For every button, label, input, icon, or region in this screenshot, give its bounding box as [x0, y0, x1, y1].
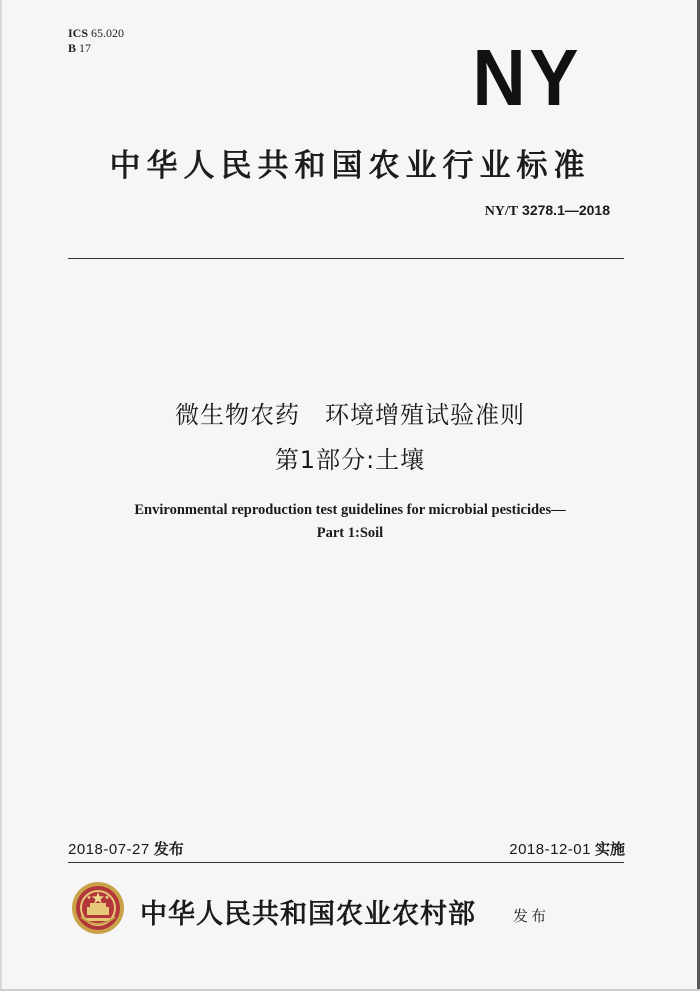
ics-code: 65.020	[91, 26, 125, 40]
implement-date-value: 2018-12-01	[509, 841, 591, 858]
standard-number	[485, 202, 610, 220]
issue-date	[68, 838, 184, 859]
issue-date-value: 2018-07-27	[68, 841, 150, 858]
issue-date-label: 发布	[153, 840, 184, 858]
ccs-label: B	[68, 41, 77, 55]
standard-number-value: 3278.1—2018	[522, 202, 610, 218]
document-title-en-line2: Part 1:Soil	[316, 525, 384, 541]
footer-divider	[68, 862, 624, 863]
national-emblem-icon	[71, 881, 125, 935]
implement-date-label: 实施	[594, 840, 625, 858]
ccs-code: 17	[79, 41, 92, 55]
issuer-name: 中华人民共和国农业农村部	[140, 899, 476, 930]
standard-category-title: 中华人民共和国农业行业标准	[109, 148, 591, 184]
document-title-cn-line2: 第1部分:土壤	[274, 446, 426, 474]
standard-number-prefix: NY/T	[484, 204, 519, 219]
ny-logo: NY	[472, 33, 582, 122]
ics-label: ICS	[68, 26, 89, 40]
document-title-en-line1: Environmental reproduction test guidelines for microbial pesticides—	[134, 502, 566, 518]
implement-date	[509, 838, 625, 859]
issuer-action: 发布	[513, 907, 550, 925]
header-divider	[68, 258, 624, 259]
document-title-cn-line1: 微生物农药 环境增殖试验准则	[175, 401, 525, 429]
classification-codes	[68, 26, 124, 56]
ccs-code-line	[68, 41, 124, 56]
ics-code-line	[68, 26, 124, 41]
